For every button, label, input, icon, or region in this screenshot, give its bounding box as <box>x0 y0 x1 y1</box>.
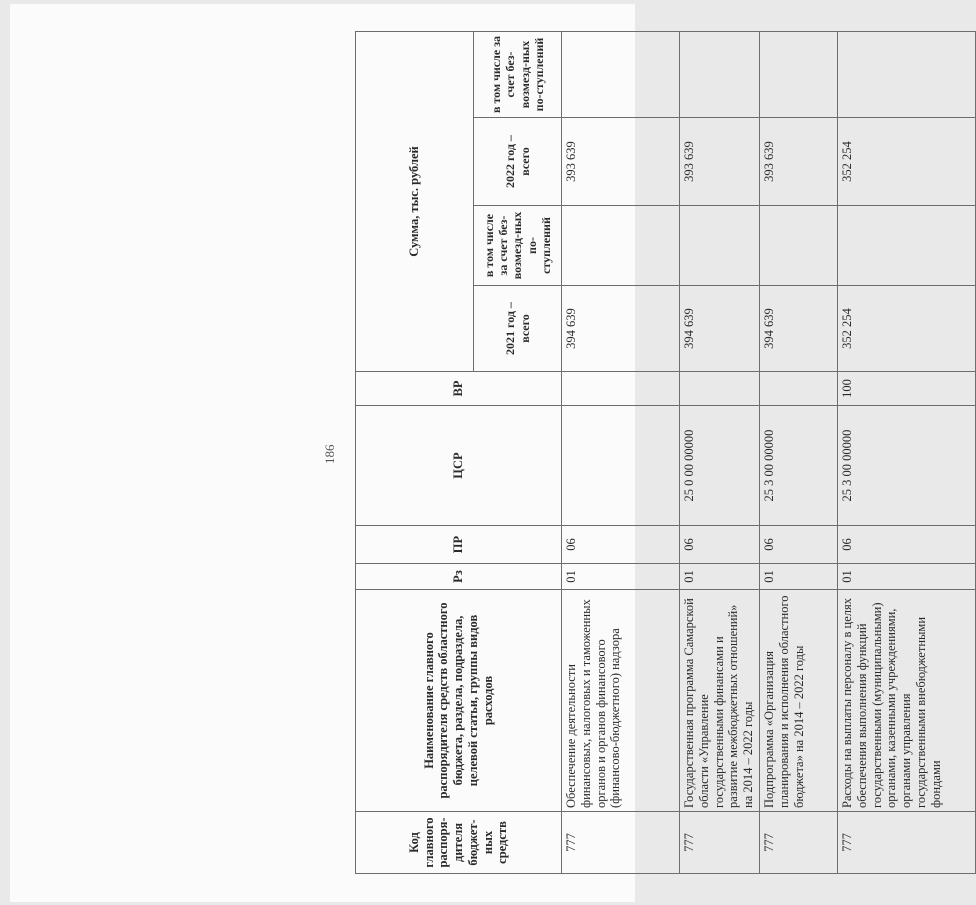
header-2022-total: 2022 год – всего <box>474 118 562 206</box>
cell-csr: 25 3 00 00000 <box>838 406 976 526</box>
header-vr: ВР <box>356 372 562 406</box>
cell-2021-grants <box>562 206 680 286</box>
cell-name: Расходы на выплаты персоналу в целях обеспечения выполнения функций государственными (муниципальными) органами, казенными учреждениями, органами управления государственными внебюджетными фондами <box>838 590 976 812</box>
cell-csr: 25 0 00 00000 <box>680 406 760 526</box>
page-number: 186 <box>322 444 337 464</box>
cell-2021-total: 394 639 <box>562 286 680 372</box>
cell-vr <box>760 372 838 406</box>
document-page <box>10 4 943 902</box>
cell-rz: 01 <box>562 564 680 590</box>
header-csr: ЦСР <box>356 406 562 526</box>
cell-csr: 25 3 00 00000 <box>760 406 838 526</box>
cell-2022-total: 393 639 <box>760 118 838 206</box>
cell-2022-grants <box>562 32 680 118</box>
cell-2022-grants <box>760 32 838 118</box>
cell-vr: 100 <box>838 372 976 406</box>
header-row <box>356 32 474 874</box>
cell-vr <box>562 372 680 406</box>
table-row <box>760 32 838 874</box>
cell-name: Подпрограмма «Организация планирования и исполнения областного бюджета» на 2014 – 2022 годы <box>760 590 838 812</box>
header-2021-grants: в том числе за счет без-возмезд-ных по-ступлений <box>474 206 562 286</box>
cell-pr: 06 <box>562 526 680 564</box>
cell-code: 777 <box>760 812 838 874</box>
cell-rz: 01 <box>838 564 976 590</box>
cell-code: 777 <box>562 812 680 874</box>
header-2022-grants: в том числе за счет без-возмезд-ных по-ступлений <box>474 32 562 118</box>
cell-2021-grants <box>838 206 976 286</box>
cell-code: 777 <box>680 812 760 874</box>
header-sum: Сумма, тыс. рублей <box>356 32 474 372</box>
header-name: Наименование главного распорядителя средств областного бюджета, раздела, подраздела, целевой статьи, группы видов расходов <box>356 590 562 812</box>
cell-2021-total: 394 639 <box>680 286 760 372</box>
budget-table <box>355 31 976 874</box>
header-code: Код главного распоря-дителя бюджет-ных средств <box>356 812 562 874</box>
cell-2022-total: 393 639 <box>562 118 680 206</box>
cell-2021-total: 394 639 <box>760 286 838 372</box>
table-row <box>562 32 680 874</box>
cell-2022-total: 393 639 <box>680 118 760 206</box>
cell-pr: 06 <box>838 526 976 564</box>
cell-code: 777 <box>838 812 976 874</box>
cell-vr <box>680 372 760 406</box>
table-row <box>838 32 976 874</box>
cell-rz: 01 <box>680 564 760 590</box>
cell-name: Государственная программа Самарской области «Управление государственными финансами и развитие межбюджетных отношений» на 2014 – 2022 годы <box>680 590 760 812</box>
cell-2022-total: 352 254 <box>838 118 976 206</box>
header-rz: Рз <box>356 564 562 590</box>
cell-csr <box>562 406 680 526</box>
cell-2022-grants <box>838 32 976 118</box>
table-row <box>680 32 760 874</box>
cell-2021-grants <box>680 206 760 286</box>
cell-2021-total: 352 254 <box>838 286 976 372</box>
cell-2021-grants <box>760 206 838 286</box>
cell-2022-grants <box>680 32 760 118</box>
cell-pr: 06 <box>680 526 760 564</box>
header-2021-total: 2021 год – всего <box>474 286 562 372</box>
cell-rz: 01 <box>760 564 838 590</box>
cell-pr: 06 <box>760 526 838 564</box>
rotated-content <box>25 14 943 874</box>
cell-name: Обеспечение деятельности финансовых, налоговых и таможенных органов и органов финансового (финансово-бюджетного) надзора <box>562 590 680 812</box>
header-pr: ПР <box>356 526 562 564</box>
